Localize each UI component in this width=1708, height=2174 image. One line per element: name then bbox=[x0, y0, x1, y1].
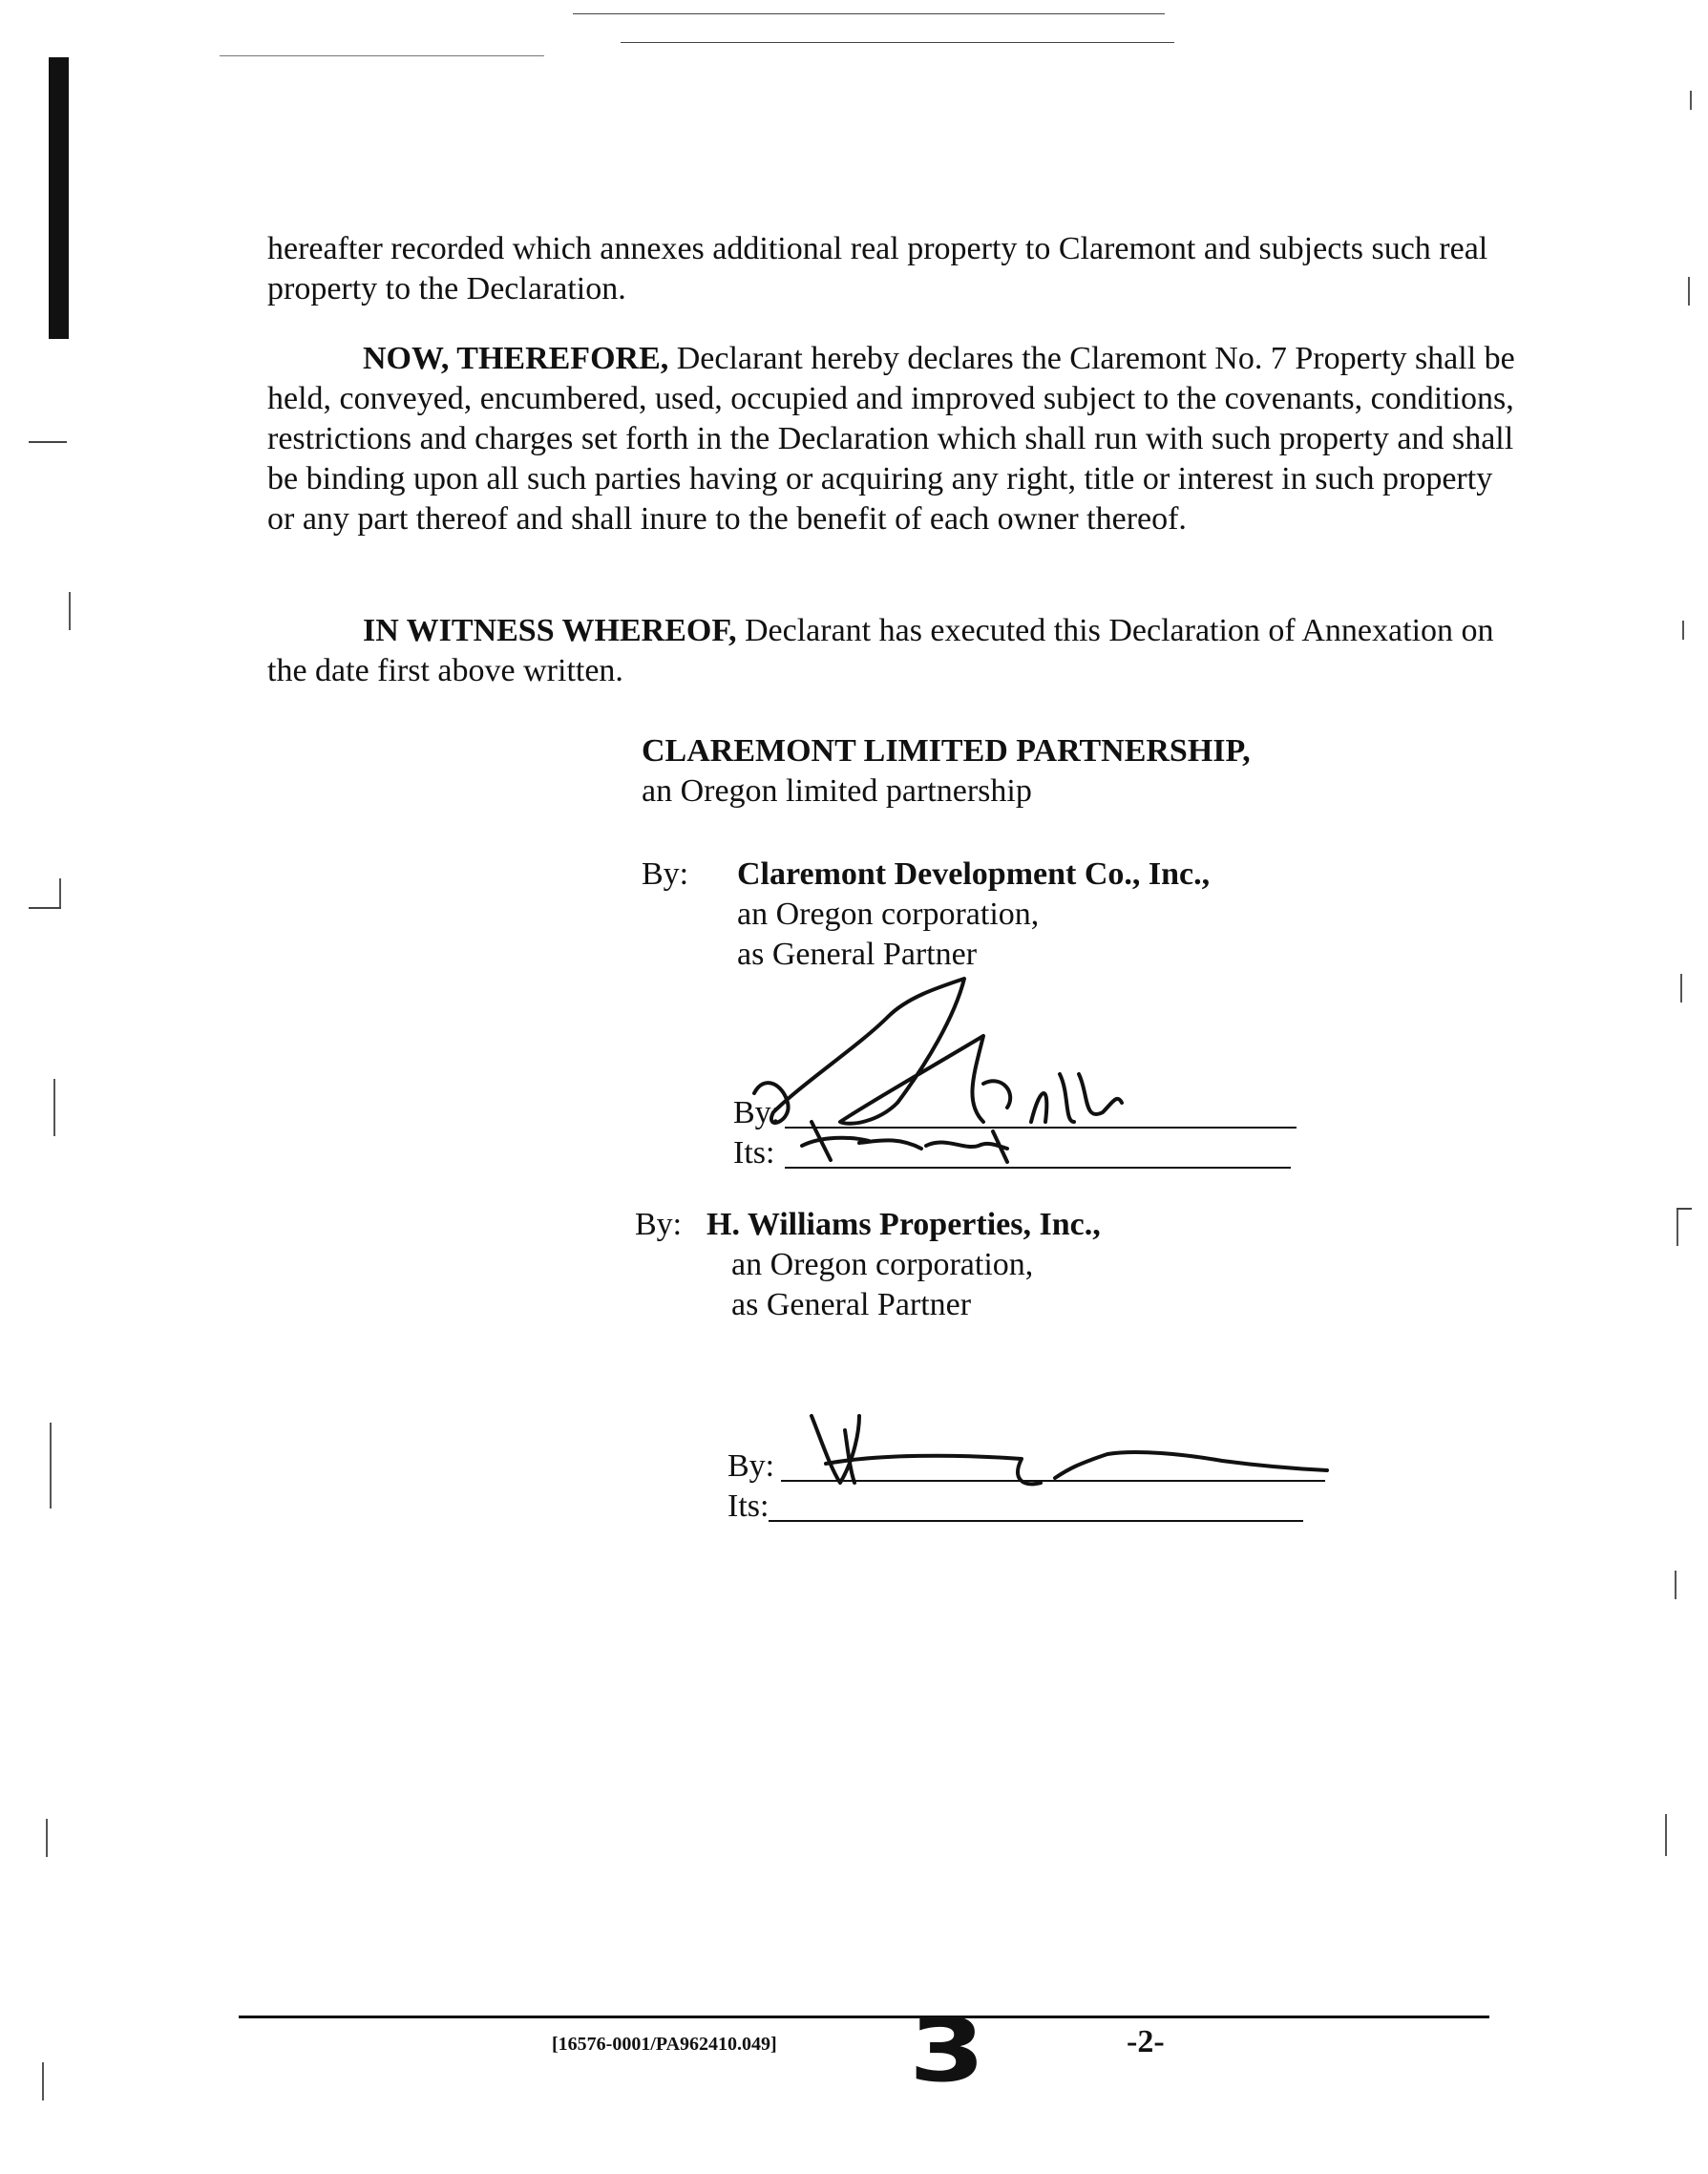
paragraph-now-therefore bbox=[267, 339, 1518, 539]
scan-artifact-tick bbox=[1680, 974, 1682, 1003]
in-witness-lead: IN WITNESS WHEREOF, bbox=[363, 613, 737, 648]
scan-artifact-dash bbox=[220, 55, 544, 56]
partner2-signature-by-label: By: bbox=[727, 1448, 775, 1484]
scan-artifact-tick bbox=[1665, 1814, 1667, 1856]
scan-artifact-tick bbox=[1690, 91, 1692, 110]
scan-artifact-dash bbox=[1676, 1208, 1692, 1210]
scan-artifact-strip bbox=[44, 57, 69, 339]
party-description: an Oregon limited partnership bbox=[642, 773, 1032, 809]
scan-artifact-tick bbox=[42, 2062, 44, 2100]
partner1-line2: an Oregon corporation, bbox=[737, 897, 1040, 932]
partner1-signature-by-label: By: bbox=[733, 1095, 781, 1130]
scan-artifact-tick bbox=[50, 1423, 52, 1509]
partner1-signature bbox=[745, 979, 1165, 1170]
scan-artifact-dash bbox=[29, 441, 67, 443]
partner2-name: H. Williams Properties, Inc., bbox=[706, 1207, 1101, 1242]
partner1-by-label: By: bbox=[642, 856, 689, 892]
partner1-its-label: Its: bbox=[733, 1135, 775, 1171]
paragraph-in-witness bbox=[267, 611, 1518, 691]
partner2-signature bbox=[802, 1411, 1337, 1497]
partner2-by-label: By: bbox=[635, 1207, 683, 1242]
scan-artifact-dash bbox=[29, 907, 61, 909]
scan-artifact-tick bbox=[46, 1819, 48, 1857]
handwritten-page-number: 3 bbox=[908, 1999, 986, 2101]
scan-artifact-tick bbox=[59, 878, 61, 907]
scan-artifact-dash bbox=[573, 13, 1165, 14]
page-number: -2- bbox=[1127, 2024, 1165, 2059]
scan-artifact-tick bbox=[1682, 621, 1684, 640]
in-witness-body: Declarant has executed this Declaration of Annexation on the date first above written. bbox=[267, 613, 1494, 688]
paragraph-annexation: hereafter recorded which annexes additional real property to Claremont and subjects such real property to the Declaration. bbox=[267, 231, 1488, 306]
partner2-its-label: Its: bbox=[727, 1488, 770, 1524]
party-name: CLAREMONT LIMITED PARTNERSHIP, bbox=[642, 733, 1251, 769]
scan-artifact-tick bbox=[1675, 1571, 1676, 1599]
now-therefore-lead: NOW, THEREFORE, bbox=[363, 341, 669, 376]
document-reference: [16576-0001/PA962410.049] bbox=[552, 2034, 777, 2055]
scan-artifact-tick bbox=[1676, 1208, 1678, 1246]
partner2-line2: an Oregon corporation, bbox=[731, 1247, 1034, 1282]
partner2-line3: as General Partner bbox=[731, 1287, 972, 1322]
now-therefore-body: Declarant hereby declares the Claremont No. 7 Property shall be held, conveyed, encumbered, used, occupied and improved subject to the covenants, conditions, restrictions and charges set forth in the Declaration which shall run with such property and shall be binding upon all such parties having or acquiring any right, title or interest in such property or any part thereof and shall inure to the benefit of each owner thereof. bbox=[267, 341, 1515, 537]
partner1-name: Claremont Development Co., Inc., bbox=[737, 856, 1211, 892]
footer-rule bbox=[239, 2016, 1489, 2018]
scan-artifact-tick bbox=[53, 1079, 55, 1136]
partner2-its-line bbox=[769, 1520, 1303, 1522]
scan-artifact-tick bbox=[69, 592, 71, 630]
scan-artifact-tick bbox=[1688, 277, 1690, 306]
partner1-line3: as General Partner bbox=[737, 937, 978, 972]
scan-artifact-dash bbox=[621, 42, 1174, 43]
